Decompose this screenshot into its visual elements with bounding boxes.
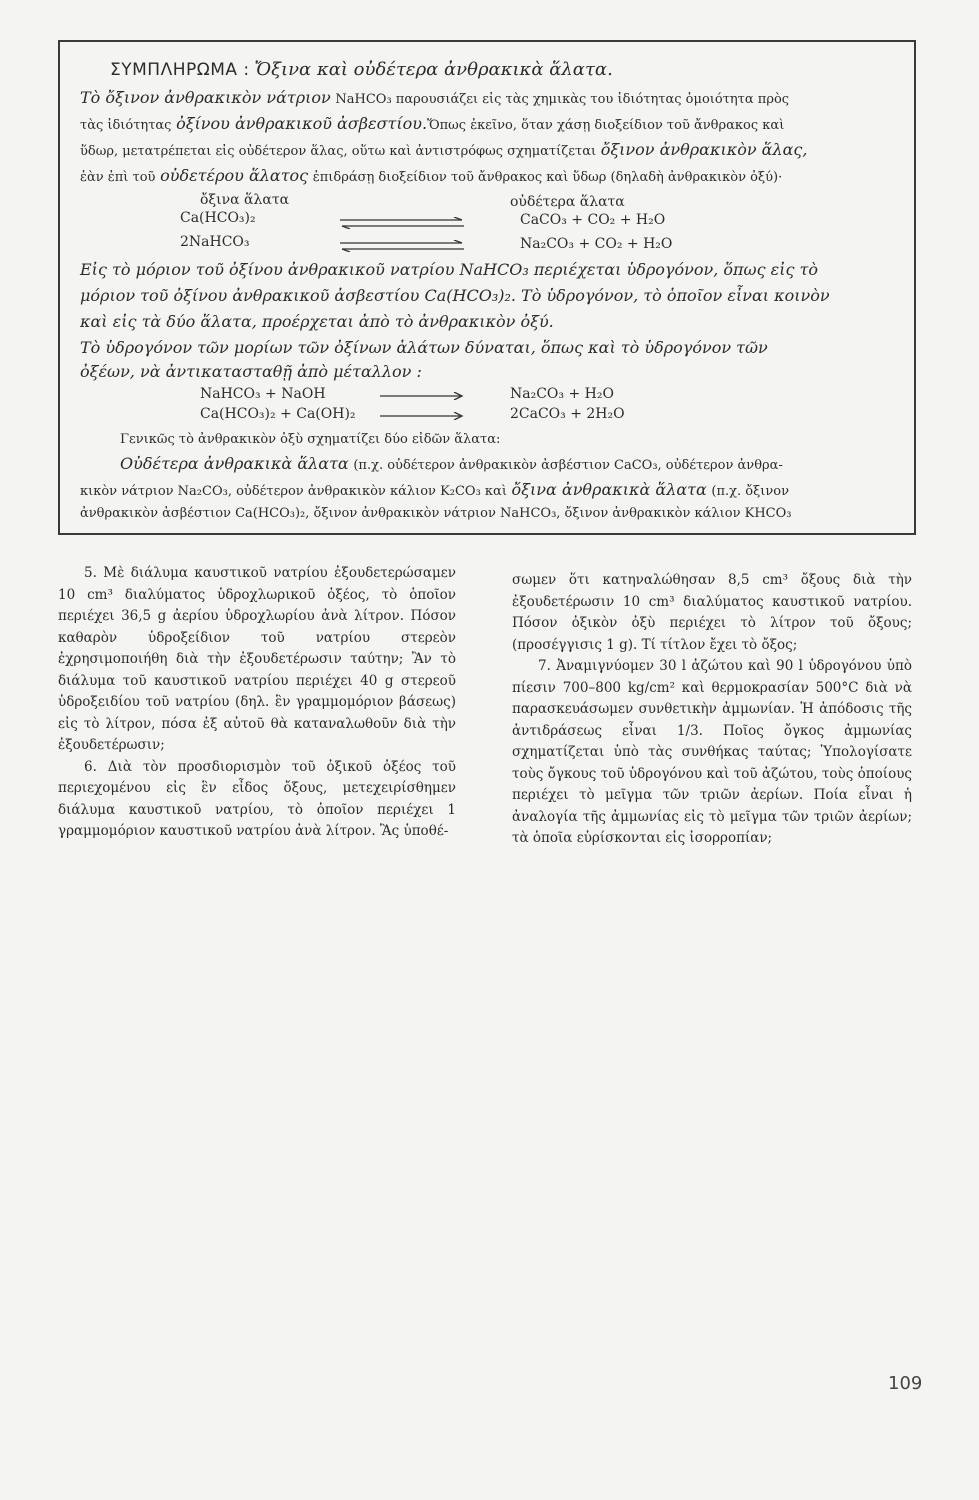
text-line-13: ἀνθρακικὸν ἀσβέστιον Ca(HCO₃)₂, ὄξινον ἀνθρακικὸν νάτριον NaHCO₃, ὄξινον ἀνθρακικὸν κάλιον KHCO₃	[80, 506, 792, 521]
italic-phrase: ὀξίνου ἀνθρακικοῦ ἀσβεστίου.	[176, 114, 428, 133]
text-span: Ὅπως ἐκεῖνο, ὅταν χάσῃ διοξείδιον τοῦ ἄνθρακος καὶ	[427, 118, 785, 133]
text-span: ἐὰν ἐπὶ τοῦ	[80, 170, 156, 185]
neutral-salts-label: οὐδέτερα ἅλατα	[510, 194, 625, 210]
equation-2-left: 2NaHCO₃	[180, 234, 250, 250]
equilibrium-arrow-icon	[338, 240, 466, 248]
exercise-5: 5. Μὲ διάλυμα καυστικοῦ νατρίου ἐξουδετερώσαμεν 10 cm³ διαλύματος ὑδροχλωρικοῦ ὀξέος, τὸ ὁποῖον περιέχει 36,5 g ἀερίου ὑδροχλωρίου ἀνὰ λίτρον. Πόσον καθαρὸν ὑδροξείδιον τοῦ νατρίου στερεὸν ἐχρησιμοποιήθη διὰ τὴν ἐξουδετέρωσιν ταύτην; Ἂν τὸ διάλυμα τοῦ καυστικοῦ νατρίου περιέχει 40 g στερεοῦ ὑδροξειδίου τοῦ νατρίου (δηλ. ἓν γραμμομόριον βάσεως) εἰς τὸ λίτρον, πόσα ἐξ αὐτοῦ θὰ καταναλωθοῦν διὰ τὴν ἐξουδετέρωσιν;	[58, 565, 456, 753]
equation-3-left: NaHCO₃ + NaOH	[200, 386, 326, 402]
equation-3-right: Na₂CO₃ + H₂O	[510, 386, 614, 402]
left-column	[58, 563, 456, 843]
text-span: κικὸν νάτριον Na₂CO₃, οὐδέτερον ἀνθρακικὸν κάλιον K₂CO₃ καὶ	[80, 484, 507, 499]
text-span: NaHCO₃ παρουσιάζει εἰς τὰς χημικὰς του ἰδιότητας ὁμοιότητα πρὸς	[335, 92, 790, 107]
supplement-box	[58, 40, 916, 535]
exercise-6: 6. Διὰ τὸν προσδιορισμὸν τοῦ ὀξικοῦ ὀξέος τοῦ περιεχομένου εἰς ἓν εἶδος ὄξους, μετεχειρίσθημεν διάλυμα καυστικοῦ νατρίου, τὸ ὁποῖον περιέχει 1 γραμμομόριον καυστικοῦ νατρίου ἀνὰ λίτρον. Ἂς ὑποθέ-	[58, 758, 456, 839]
text-line-2	[80, 114, 784, 136]
text-span: ἐπιδράσῃ διοξείδιον τοῦ ἄνθρακος καὶ ὕδωρ (δηλαδὴ ἀνθρακικὸν ὀξύ)·	[312, 170, 783, 185]
equation-1-left: Ca(HCO₃)₂	[180, 210, 256, 226]
exercise-6-continued: σωμεν ὅτι κατηναλώθησαν 8,5 cm³ ὄξους διὰ τὴν ἐξουδετέρωσιν 10 cm³ διαλύματος καυστικοῦ νατρίου. Πόσον ὀξικὸν ὀξὺ περιέχει τὸ λίτρον τοῦ ὄξους; (προσέγγισις 1 g). Τί τίτλον ἔχει τὸ ὄξος;	[512, 572, 912, 653]
text-line-10: Γενικῶς τὸ ἀνθρακικὸν ὀξὺ σχηματίζει δύο εἰδῶν ἅλατα:	[120, 432, 501, 447]
italic-phrase: ὄξινον ἀνθρακικὸν ἅλας,	[600, 140, 808, 159]
text-line-3	[80, 140, 807, 162]
page-number: 109	[888, 1373, 923, 1394]
text-line-8: Τὸ ὑδρογόνον τῶν μορίων τῶν ὀξίνων ἁλάτων δύναται, ὅπως καὶ τὸ ὑδρογόνον τῶν	[80, 338, 768, 357]
text-line-12	[80, 480, 789, 502]
text-line-6: μόριον τοῦ ὀξίνου ἀνθρακικοῦ ἀσβεστίου Ca(HCO₃)₂. Τὸ ὑδρογόνον, τὸ ὁποῖον εἶναι κοινὸν	[80, 286, 830, 305]
equation-4-left: Ca(HCO₃)₂ + Ca(OH)₂	[200, 406, 356, 422]
text-line-11	[120, 454, 783, 476]
acid-salts-label: ὄξινα ἅλατα	[200, 192, 290, 208]
text-span: τὰς ἰδιότητας	[80, 118, 172, 133]
text-line-5: Εἰς τὸ μόριον τοῦ ὀξίνου ἀνθρακικοῦ νατρίου NaHCO₃ περιέχεται ὑδρογόνον, ὅπως εἰς τὸ	[80, 260, 818, 279]
right-column	[512, 570, 912, 850]
italic-phrase: Οὐδέτερα ἀνθρακικὰ ἅλατα	[120, 454, 349, 473]
heading-title: Ὄξινα καὶ οὐδέτερα ἀνθρακικὰ ἅλατα.	[254, 59, 613, 80]
heading-label: ΣΥΜΠΛΗΡΩΜΑ :	[110, 60, 250, 80]
equilibrium-arrow-icon	[338, 217, 466, 225]
text-line-1	[80, 88, 789, 110]
italic-phrase: οὐδετέρου ἅλατος	[160, 166, 309, 185]
supplement-heading	[110, 60, 613, 81]
text-line-7: καὶ εἰς τὰ δύο ἅλατα, προέρχεται ἀπὸ τὸ ἀνθρακικὸν ὀξύ.	[80, 312, 554, 331]
text-line-9: ὀξέων, νὰ ἀντικατασταθῇ ἀπὸ μέταλλον :	[80, 362, 422, 381]
text-span: (π.χ. οὐδέτερον ἀνθρακικὸν ἀσβέστιον CaCO₃, οὐδέτερον ἀνθρα-	[353, 458, 783, 473]
text-span: ὕδωρ, μετατρέπεται εἰς οὐδέτερον ἅλας, οὕτω καὶ ἀντιστρόφως σχηματίζεται	[80, 144, 597, 159]
reaction-arrow-icon	[380, 412, 466, 420]
text-span: (π.χ. ὄξινον	[711, 484, 790, 499]
italic-phrase: Τὸ ὄξινον ἀνθρακικὸν νάτριον	[80, 88, 331, 107]
italic-phrase: ὄξινα ἀνθρακικὰ ἅλατα	[511, 480, 707, 499]
equation-2-right: Na₂CO₃ + CO₂ + H₂O	[520, 236, 673, 252]
reaction-arrow-icon	[380, 392, 466, 400]
equation-1-right: CaCO₃ + CO₂ + H₂O	[520, 212, 666, 228]
equation-4-right: 2CaCO₃ + 2H₂O	[510, 406, 625, 422]
exercise-7: 7. Ἀναμιγνύομεν 30 l ἀζώτου καὶ 90 l ὑδρογόνου ὑπὸ πίεσιν 700–800 kg/cm² καὶ θερμοκρασίαν 500°C διὰ νὰ παρασκευάσωμεν συνθετικὴν ἀμμωνίαν. Ἡ ἀπόδοσις τῆς ἀντιδράσεως εἶναι 1/3. Ποῖος ὄγκος ἀμμωνίας σχηματίζεται ὑπὸ τὰς συνθήκας ταύτας; Ὑπολογίσατε τοὺς ὄγκους τοῦ ὑδρογόνου καὶ τοῦ ἀζώτου, τοὺς ὁποίους περιέχει τὸ μεῖγμα τῶν τριῶν ἀερίων. Ποία εἶναι ἡ ἀναλογία τῆς ἀμμωνίας εἰς τὸ μεῖγμα τῶν τριῶν ἀερίων; τὰ ὁποῖα εὑρίσκονται εἰς ἰσορροπίαν;	[512, 658, 912, 846]
text-line-4	[80, 166, 782, 188]
